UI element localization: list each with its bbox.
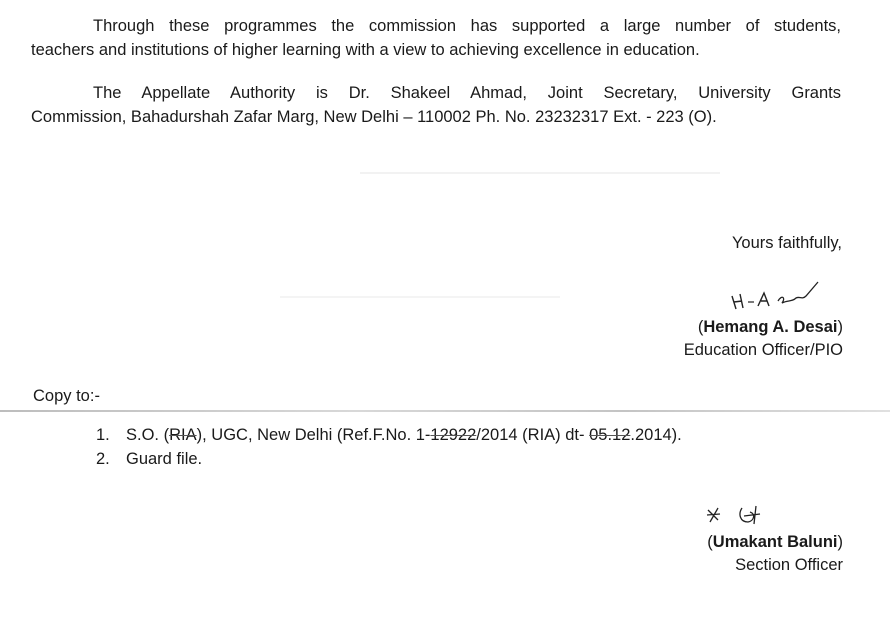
signatory-1-name-line: (Hemang A. Desai) [697,318,843,336]
appellate-line-1: The Appellate Authority is Dr. Shakeel Ahmad, Joint Secretary, University Grants [93,84,841,102]
copy-to-label: Copy to:- [33,387,100,405]
signatory-2-name: Umakant Baluni [712,533,838,551]
scan-artifact [360,172,720,174]
copy-to-item: 2. Guard file. [96,450,203,468]
programmes-line-1: Through these programmes the commission has supported a large number of students, [93,17,841,35]
signatory-2-designation: Section Officer [735,556,843,574]
signatory-2-name-line: (Umakant Baluni) [707,533,843,551]
closing-salutation: Yours faithfully, [731,234,842,252]
copy-to-list [96,423,682,471]
divider-line [0,410,890,412]
umakant-baluni-signature [704,502,768,528]
hemang-desai-signature [726,276,822,312]
signatory-1-name: Hemang A. Desai [703,318,838,336]
appellate-line-2: Commission, Bahadurshah Zafar Marg, New Delhi – 110002 Ph. No. 23232317 Ext. - 223 (O). [31,108,717,126]
signatory-1-designation: Education Officer/PIO [683,341,843,359]
appellate-paragraph [31,81,841,129]
copy-to-item: 1. S.O. (RIA), UGC, New Delhi (Ref.F.No. 1-12922/2014 (RIA) dt- 05.12.2014). [96,426,682,444]
scan-artifact [280,296,560,298]
programmes-line-2: teachers and institutions of higher learning with a view to achieving excellence in education. [31,41,700,59]
programmes-paragraph [31,14,841,62]
